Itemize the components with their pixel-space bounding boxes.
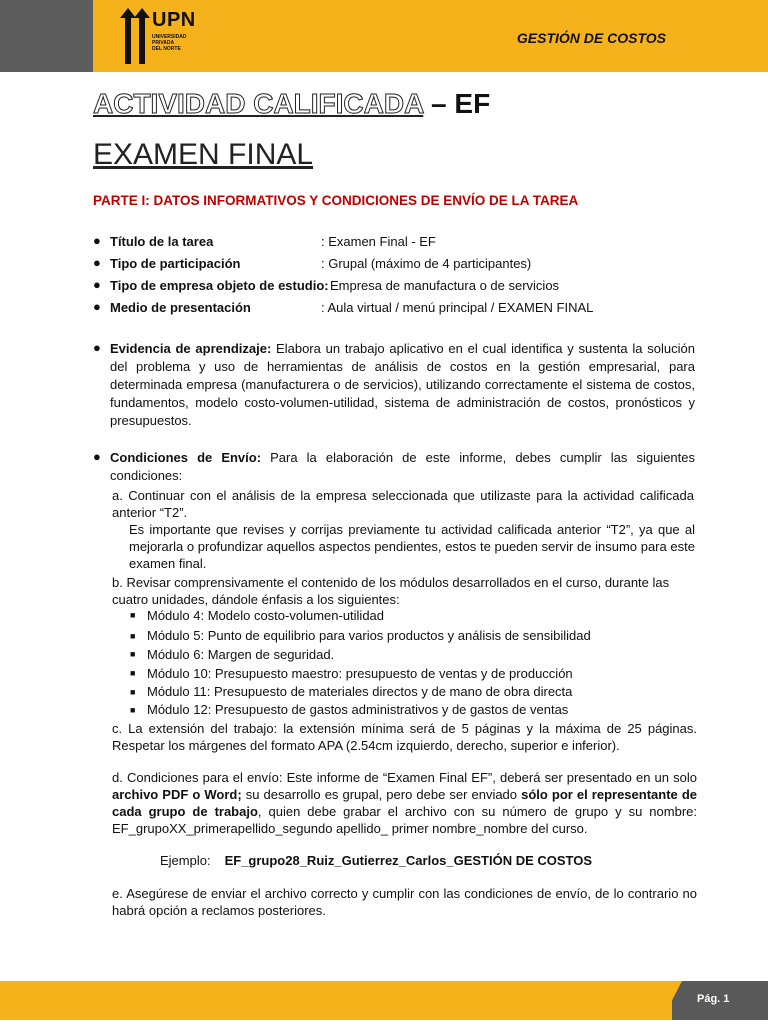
bullet-icon: ●: [93, 233, 101, 248]
bullet-icon: ●: [93, 255, 101, 270]
course-title: GESTIÓN DE COSTOS: [516, 30, 666, 46]
bullet-icon: ●: [93, 277, 101, 292]
activity-title-outline: ACTIVIDAD CALIFICADA: [93, 88, 424, 119]
footer-band: [0, 981, 680, 1020]
page-number: Pág. 1: [697, 993, 730, 1005]
header-band: [211, 0, 768, 72]
bullet-icon: ●: [93, 299, 101, 314]
activity-title: [93, 88, 490, 120]
condition-d: d. Condiciones para el envío: Este informe de “Examen Final EF”, deberá ser presentado en un solo archivo PDF o Word; su desarrollo es grupal, pero debe ser enviado sólo por el representante de cada grupo de trabajo, quien debe grabar el archivo con su número de grupo y su nombre: EF_grupoXX_primerapellido_segundo apellido_ primer nombre_nombre del curso.: [112, 770, 698, 836]
conditions-paragraph: Condiciones de Envío: Para la elaboración de este informe, debes cumplir las siguientes condiciones:: [110, 450, 696, 483]
part-heading: PARTE I: DATOS INFORMATIVOS Y CONDICIONES DE ENVÍO DE LA TAREA: [93, 193, 579, 208]
upn-logo-icon: [120, 8, 150, 64]
footer-slant: [662, 981, 682, 1020]
square-bullet-icon: ■: [130, 668, 136, 678]
activity-title-suffix: – EF: [423, 88, 491, 119]
example-line: Ejemplo: EF_grupo28_Ruiz_Gutierrez_Carlos_GESTIÓN DE COSTOS: [160, 853, 593, 868]
brand-subtitle: UNIVERSIDAD PRIVADA DEL NORTE: [152, 34, 187, 52]
module-item: Módulo 4: Modelo costo-volumen-utilidad: [147, 608, 385, 623]
condition-a: a. Continuar con el análisis de la empresa seleccionada que utilizaste para la actividad calificada anterior “T2”.: [112, 488, 694, 520]
condition-b: b. Revisar comprensivamente el contenido de los módulos desarrollados en el curso, durante las cuatro unidades, dándole énfasis a los siguientes:: [112, 575, 670, 607]
module-item: Módulo 5: Punto de equilibrio para varios productos y análisis de sensibilidad: [147, 628, 591, 643]
module-item: Módulo 6: Margen de seguridad.: [147, 647, 335, 662]
square-bullet-icon: ■: [130, 610, 136, 620]
square-bullet-icon: ■: [130, 649, 136, 659]
square-bullet-icon: ■: [130, 687, 136, 697]
square-bullet-icon: ■: [130, 705, 136, 715]
header-gray-block: [0, 0, 93, 72]
bullet-icon: ●: [93, 340, 101, 355]
module-item: Módulo 12: Presupuesto de gastos administrativos y de gastos de ventas: [147, 702, 569, 717]
condition-e: e. Asegúrese de enviar el archivo correcto y cumplir con las condiciones de envío, de lo contrario no habrá opción a reclamos posteriores.: [112, 886, 697, 918]
square-bullet-icon: ■: [130, 631, 136, 641]
brand-name: UPN: [152, 9, 196, 31]
condition-c: c. La extensión del trabajo: la extensión mínima será de 5 páginas y la máxima de 25 páginas. Respetar los márgenes del formato APA (2.54cm izquierdo, derecho, superior e inferior).: [112, 721, 697, 753]
module-item: Módulo 10: Presupuesto maestro: presupuesto de ventas y de producción: [147, 666, 573, 681]
bullet-icon: ●: [93, 449, 101, 464]
module-item: Módulo 11: Presupuesto de materiales directos y de mano de obra directa: [147, 684, 573, 699]
condition-a-note: Es importante que revises y corrijas previamente tu actividad calificada anterior “T2”, ya que al mejorarla o profundizar aquellos aspectos pendientes, estos te pueden servir de insumo para este examen final.: [129, 522, 695, 571]
evidence-paragraph: Evidencia de aprendizaje: Elabora un trabajo aplicativo en el cual identifica y sustenta la solución del problema y uso de herramientas de análisis de costos en la gestión empresarial, para determinada empresa (manufacturera o de servicios), utilizando correctamente el sistema de costos, fundamentos, modelo costo-volumen-utilidad, sistema de administración de costos, pronósticos y presupuestos.: [110, 341, 695, 428]
exam-title: EXAMEN FINAL: [93, 138, 314, 171]
